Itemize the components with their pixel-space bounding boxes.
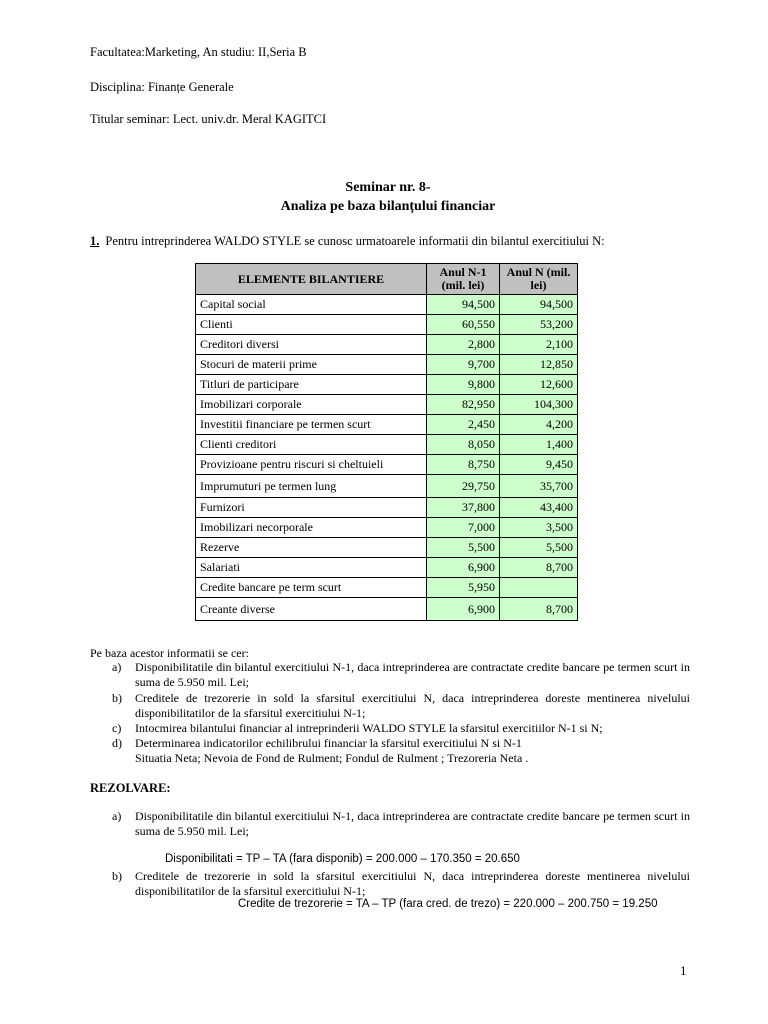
- table-row: [196, 395, 578, 415]
- table-row: [196, 498, 578, 518]
- problem-number: 1.: [90, 234, 100, 248]
- row-name-cell: Clienti: [196, 315, 427, 335]
- row-value-n-cell: 4,200: [500, 415, 578, 435]
- row-value-n-cell: 12,600: [500, 375, 578, 395]
- row-value-n-cell: 8,700: [500, 598, 578, 621]
- row-value-n1-cell: 2,450: [427, 415, 500, 435]
- row-value-n1-cell: 7,000: [427, 518, 500, 538]
- row-value-n1-cell: 5,950: [427, 578, 500, 598]
- row-value-n1-cell: 5,500: [427, 538, 500, 558]
- row-value-n-cell: 3,500: [500, 518, 578, 538]
- sol-b-formula: Credite de trezorerie = TA – TP (fara cred. de trezo) = 220.000 – 200.750 = 19.250: [238, 898, 658, 910]
- row-value-n-cell: 8,700: [500, 558, 578, 578]
- table-row: [196, 578, 578, 598]
- row-value-n1-cell: 6,900: [427, 558, 500, 578]
- column-header-year-n: Anul N (mil. lei): [500, 264, 578, 295]
- row-value-n-cell: [500, 578, 578, 598]
- row-value-n1-cell: 9,700: [427, 355, 500, 375]
- row-name-cell: Imobilizari necorporale: [196, 518, 427, 538]
- sol-b-label: b): [112, 869, 122, 883]
- row-value-n-cell: 104,300: [500, 395, 578, 415]
- seminar-title: Seminar nr. 8-: [345, 180, 431, 195]
- table-row: [196, 598, 578, 621]
- row-name-cell: Creditori diversi: [196, 335, 427, 355]
- row-value-n-cell: 9,450: [500, 455, 578, 475]
- solution-heading: REZOLVARE:: [90, 781, 171, 795]
- req-d-text: Determinarea indicatorilor echilibrului financiar la sfarsitul exercitiului N si N-1: [135, 736, 522, 750]
- row-name-cell: Rezerve: [196, 538, 427, 558]
- row-value-n-cell: 2,100: [500, 335, 578, 355]
- row-name-cell: Investitii financiare pe termen scurt: [196, 415, 427, 435]
- table-row: [196, 475, 578, 498]
- row-value-n-cell: 35,700: [500, 475, 578, 498]
- row-value-n1-cell: 82,950: [427, 395, 500, 415]
- table-row: [196, 558, 578, 578]
- sol-b-text: Creditele de trezorerie in sold la sfarsitul exercitiului N, daca intreprinderea doreste mentinerea nivelului disponibilitatilor de la sfarsitul exercitiului N-1;: [135, 869, 690, 898]
- req-d-indicators: Situatia Neta; Nevoia de Fond de Rulment; Fondul de Rulment ; Trezoreria Neta .: [135, 751, 529, 765]
- page-number: 1: [680, 963, 687, 978]
- column-header-year-n1: Anul N-1 (mil. lei): [427, 264, 500, 295]
- req-a-label: a): [112, 660, 122, 674]
- req-b-text: Creditele de trezorerie in sold la sfarsitul exercitiului N, daca intreprinderea doreste mentinerea nivelului disponibilitatilor de la sfarsitul exercitiului N-1;: [135, 691, 690, 720]
- header-faculty: Facultatea:Marketing, An studiu: II,Seria B: [90, 45, 307, 59]
- row-value-n1-cell: 2,800: [427, 335, 500, 355]
- table-row: [196, 295, 578, 315]
- row-name-cell: Furnizori: [196, 498, 427, 518]
- row-value-n-cell: 1,400: [500, 435, 578, 455]
- row-value-n-cell: 12,850: [500, 355, 578, 375]
- seminar-subtitle: Analiza pe baza bilanțului financiar: [280, 199, 496, 214]
- table-row: [196, 455, 578, 475]
- table-row: [196, 375, 578, 395]
- header-instructor: Titular seminar: Lect. univ.dr. Meral KAGITCI: [90, 112, 327, 126]
- header-discipline: Disciplina: Finanțe Generale: [90, 80, 234, 94]
- row-value-n1-cell: 29,750: [427, 475, 500, 498]
- req-b-label: b): [112, 691, 122, 705]
- problem-intro: [90, 234, 605, 249]
- row-value-n1-cell: 8,050: [427, 435, 500, 455]
- requirements-intro: Pe baza acestor informatii se cer:: [90, 646, 249, 660]
- req-c-label: c): [112, 721, 122, 735]
- table-row: [196, 355, 578, 375]
- balance-sheet-table: [195, 263, 578, 621]
- row-name-cell: Creante diverse: [196, 598, 427, 621]
- row-name-cell: Credite bancare pe term scurt: [196, 578, 427, 598]
- sol-a-text: Disponibilitatile din bilantul exercitiului N-1, daca intreprinderea are contractate credite bancare pe termen scurt in suma de 5.950 mil. Lei;: [135, 809, 690, 838]
- table-row: [196, 435, 578, 455]
- row-name-cell: Provizioane pentru riscuri si cheltuieli: [196, 455, 427, 475]
- row-name-cell: Imobilizari corporale: [196, 395, 427, 415]
- row-value-n1-cell: 8,750: [427, 455, 500, 475]
- row-value-n-cell: 94,500: [500, 295, 578, 315]
- table-row: [196, 315, 578, 335]
- row-value-n1-cell: 37,800: [427, 498, 500, 518]
- row-name-cell: Stocuri de materii prime: [196, 355, 427, 375]
- req-d-label: d): [112, 736, 122, 750]
- table-row: [196, 518, 578, 538]
- row-name-cell: Titluri de participare: [196, 375, 427, 395]
- row-value-n-cell: 43,400: [500, 498, 578, 518]
- table-row: [196, 415, 578, 435]
- table-row: [196, 538, 578, 558]
- problem-text: Pentru intreprinderea WALDO STYLE se cunosc urmatoarele informatii din bilantul exercitiului N:: [105, 234, 605, 248]
- row-name-cell: Imprumuturi pe termen lung: [196, 475, 427, 498]
- sol-a-label: a): [112, 809, 122, 823]
- row-name-cell: Clienti creditori: [196, 435, 427, 455]
- row-value-n1-cell: 9,800: [427, 375, 500, 395]
- row-name-cell: Salariati: [196, 558, 427, 578]
- req-c-text: Intocmirea bilantului financiar al intreprinderii WALDO STYLE la sfarsitul exercitiilor N-1 si N;: [135, 721, 603, 735]
- row-value-n1-cell: 6,900: [427, 598, 500, 621]
- row-value-n-cell: 53,200: [500, 315, 578, 335]
- row-value-n-cell: 5,500: [500, 538, 578, 558]
- row-name-cell: Capital social: [196, 295, 427, 315]
- sol-a-formula: Disponibilitati = TP – TA (fara disponib) = 200.000 – 170.350 = 20.650: [165, 853, 520, 865]
- column-header-elements: ELEMENTE BILANTIERE: [196, 264, 427, 295]
- table-row: [196, 335, 578, 355]
- table-header-row: [196, 264, 578, 295]
- row-value-n1-cell: 94,500: [427, 295, 500, 315]
- req-a-text: Disponibilitatile din bilantul exercitiului N-1, daca intreprinderea are contractate credite bancare pe termen scurt in suma de 5.950 mil. Lei;: [135, 660, 690, 689]
- row-value-n1-cell: 60,550: [427, 315, 500, 335]
